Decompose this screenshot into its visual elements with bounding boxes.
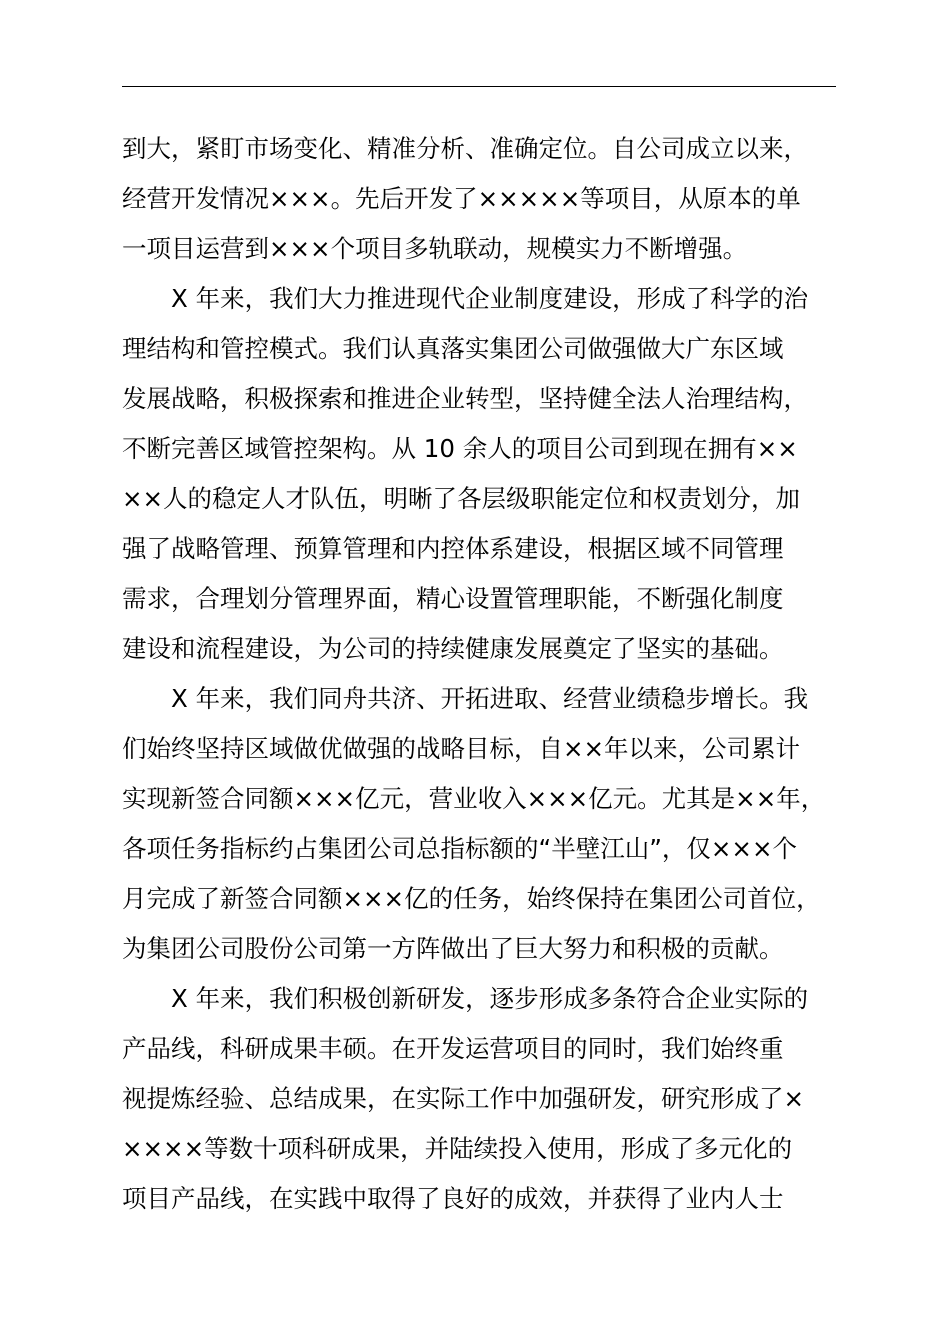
- text-line: 为集团公司股份公司第一方阵做出了巨大努力和积极的贡献。: [122, 934, 784, 963]
- text-line: 实现新签合同额×××亿元，营业收入×××亿元。尤其是××年，: [122, 784, 826, 813]
- text-line: ××人的稳定人才队伍，明晰了各层级职能定位和权责划分，加: [122, 484, 801, 513]
- text-line: ××××等数十项科研成果，并陆续投入使用，形成了多元化的: [122, 1134, 793, 1163]
- paragraph-start-line: X 年来，我们积极创新研发，逐步形成多条符合企业实际的: [171, 984, 809, 1013]
- text-line: 理结构和管控模式。我们认真落实集团公司做强做大广东区域: [122, 334, 784, 363]
- paragraph-start-line: X 年来，我们大力推进现代企业制度建设，形成了科学的治: [171, 284, 809, 313]
- text-line: 经营开发情况×××。先后开发了×××××等项目，从原本的单: [122, 184, 801, 213]
- text-line: 到大，紧盯市场变化、精准分析、准确定位。自公司成立以来，: [122, 134, 808, 163]
- paragraph-start-line: X 年来，我们同舟共济、开拓进取、经营业绩稳步增长。我: [171, 684, 809, 713]
- text-line: 月完成了新签合同额×××亿的任务，始终保持在集团公司首位，: [122, 884, 821, 913]
- text-line: 不断完善区域管控架构。从 10 余人的项目公司到现在拥有××: [122, 434, 798, 463]
- text-line: 需求，合理划分管理界面，精心设置管理职能，不断强化制度: [122, 584, 784, 613]
- text-line: 各项任务指标约占集团公司总指标额的“半壁江山”，仅×××个: [122, 834, 797, 863]
- text-line: 建设和流程建设，为公司的持续健康发展奠定了坚实的基础。: [122, 634, 784, 663]
- text-line: 们始终坚持区域做优做强的战略目标，自××年以来，公司累计: [122, 734, 801, 763]
- text-line: 强了战略管理、预算管理和内控体系建设，根据区域不同管理: [122, 534, 784, 563]
- text-line: 视提炼经验、总结成果，在实际工作中加强研发，研究形成了×: [122, 1084, 805, 1113]
- text-line: 项目产品线，在实践中取得了良好的成效，并获得了业内人士: [122, 1184, 784, 1213]
- body-text: [122, 124, 862, 1224]
- header-rule: [122, 86, 836, 87]
- text-line: 一项目运营到×××个项目多轨联动，规模实力不断增强。: [122, 234, 748, 263]
- text-line: 发展战略，积极探索和推进企业转型，坚持健全法人治理结构，: [122, 384, 808, 413]
- text-line: 产品线，科研成果丰硕。在开发运营项目的同时，我们始终重: [122, 1034, 784, 1063]
